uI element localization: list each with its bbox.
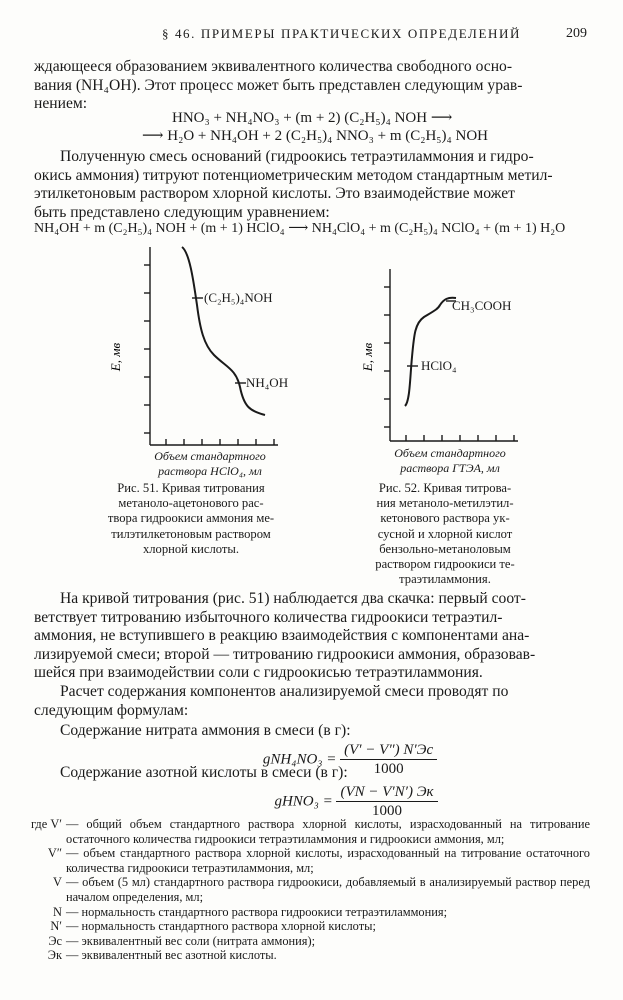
formula-nitric-acid — [206, 784, 506, 820]
text-line: ждающееся образованием эквивалентного количества свободного осно- — [34, 58, 513, 75]
label-nitric-acid-content: Содержание азотной кислоты в смеси (в г): — [60, 764, 348, 781]
figure-52-x-label-line: Объем стандартного — [394, 446, 506, 460]
legend-text: — нормальность стандартного раствора хлорной кислоты; — [66, 919, 376, 934]
caption-line: раствором гидроокиси те- — [375, 557, 515, 572]
legend-symbol: N′ — [50, 919, 62, 934]
legend-text: — нормальность стандартного раствора гидроокиси тетраэтиламмония; — [66, 904, 448, 919]
caption-line: сусной и хлорной кислот — [377, 526, 513, 541]
legend-symbol: где V′ — [30, 817, 62, 831]
page-number: 209 — [566, 26, 587, 41]
formula-nitrate-numerator: (V′ − V″) N′Эс — [340, 742, 437, 760]
legend-text: — объем стандартного раствора хлорной кислоты, израсходованный на титрование остаточного количества гидроокиси тетраэтиламмония, мл; — [66, 846, 590, 875]
caption-line: Рис. 52. Кривая титрова- — [378, 481, 512, 495]
figure-51-caption — [78, 481, 304, 557]
text-line: вания (NH₄OH). Этот процесс может быть представлен следующим урав- — [34, 76, 523, 94]
legend-row — [4, 919, 590, 934]
legend-text: — объем (5 мл) стандартного раствора гидроокиси, добавляемый в анализируемый раствор перед началом определения, мл; — [66, 875, 590, 904]
equation-2: NH₄OH + m (C₂H₅)₄ NOH + (m + 1) HClO₄ ⟶ NH₄ClO₄ + m (C₂H₅)₄ NClO₄ + (m + 1) H₂O — [34, 221, 566, 236]
legend-text: — эквивалентный вес азотной кислоты. — [66, 948, 277, 963]
label-nitrate-content: Содержание нитрата аммония в смеси (в г): — [60, 722, 351, 739]
text-line: нением: — [34, 95, 88, 113]
running-head-title: § 46. ПРИМЕРЫ ПРАКТИЧЕСКИХ ОПРЕДЕЛЕНИЙ — [162, 26, 521, 41]
paragraph-curve-discussion — [34, 590, 590, 683]
text-line: Расчет содержания компонентов анализируемой смеси проводят по — [60, 683, 509, 700]
text-line: Полученную смесь оснований (гидроокись тетраэтиламмония и гидро- — [60, 148, 534, 165]
legend-row — [4, 948, 590, 963]
legend-symbol: N — [53, 904, 62, 919]
formula-nitrate-denominator: 1000 — [373, 761, 404, 777]
text-line: На кривой титрования (рис. 51) наблюдается два скачка: первый соот- — [60, 590, 526, 607]
figure-51-y-ticks — [144, 265, 150, 433]
equation-1-line-1: HNO₃ + NH₄NO₃ + (m + 2) (C₂H₅)₄ NOH ⟶ — [172, 110, 453, 126]
figure-52-x-ticks — [406, 435, 514, 441]
figure-52-label-upper: CH₃COOH — [452, 298, 512, 313]
caption-line: хлорной кислоты. — [142, 541, 240, 556]
formula-nitric-acid-denominator: 1000 — [372, 803, 402, 819]
symbol-legend — [4, 817, 590, 963]
caption-line: бензольно-метаноловым — [379, 541, 511, 556]
formula-nitric-acid-fraction — [336, 784, 437, 820]
figure-51-x-label-line: раствора HClO₄, мл — [158, 464, 262, 478]
formula-nitric-acid-lhs: gHNO₃ = — [274, 793, 333, 810]
formula-nitrate-lhs: gNH₄NO₃ = — [262, 751, 337, 768]
figure-51-y-label: E, мв — [108, 342, 123, 372]
legend-symbol: Эс — [48, 933, 62, 948]
figure-51-label-lower: NH₄OH — [246, 375, 289, 390]
legend-row — [4, 875, 590, 904]
caption-line: твора гидроокиси аммония ме- — [107, 511, 275, 526]
caption-line: кетонового раствора ук- — [380, 511, 510, 526]
paragraph-intro — [34, 58, 590, 114]
running-head — [0, 26, 623, 46]
text-line: следующим формулам: — [34, 701, 189, 719]
legend-row — [4, 905, 590, 920]
legend-symbol: V — [53, 875, 62, 890]
figure-52-y-ticks — [384, 287, 390, 427]
legend-row — [4, 817, 590, 846]
figure-52-x-label — [380, 446, 520, 476]
legend-text: — общий объем стандартного раствора хлорной кислоты, израсходованный на титрование остаточного количества гидроокиси тетраэтиламмония и гидроокиси аммония, мл; — [66, 817, 590, 846]
figure-52-y-label: E, мв — [360, 342, 375, 372]
caption-line: траэтиламмония. — [399, 572, 491, 587]
text-line: лизируемой смеси; второй — титрованию гидроокиси аммония, образовав- — [34, 645, 536, 663]
text-line: этилкетоновым раствором хлорной кислоты. Это взаимодействие может — [34, 185, 515, 203]
figure-52-titration-curve — [405, 298, 456, 406]
caption-line: тилэтилкетоновым раствором — [111, 526, 271, 541]
legend-symbol: Эк — [47, 948, 62, 963]
figure-52-caption — [352, 481, 538, 587]
figure-51-x-label-line: Объем стандартного — [154, 449, 266, 463]
equation-1-line-2: ⟶ H₂O + NH₄OH + 2 (C₂H₅)₄ NNO₃ + m (C₂H₅)₄ NOH — [142, 128, 489, 144]
formula-nitric-acid-numerator: (VN − V′N′) Эк — [336, 784, 437, 802]
legend-row — [4, 846, 590, 875]
paragraph-calculation — [34, 683, 590, 720]
legend-symbol: V″ — [47, 846, 62, 861]
text-line: быть представлено следующим уравнением: — [34, 203, 330, 221]
legend-text: — эквивалентный вес соли (нитрата аммония); — [66, 933, 316, 948]
figure-52-label-lower: HClO₄ — [421, 358, 457, 373]
paragraph-titration — [34, 148, 590, 222]
text-line: аммония, не вступившего в реакцию взаимодействия с компонентами ана- — [34, 627, 530, 645]
text-line: шейся при взаимодействии соли с гидроокисью тетраэтиламмония. — [34, 664, 483, 682]
legend-row — [4, 934, 590, 949]
caption-line: метаноло-ацетонового рас- — [118, 496, 264, 511]
text-line: окись аммония) титруют потенциометрическим методом стандартным метил- — [34, 166, 553, 184]
figure-51-x-ticks — [166, 439, 274, 445]
figure-52-x-label-line: раствора ГТЭА, мл — [400, 461, 500, 475]
caption-line: Рис. 51. Кривая титрования — [117, 481, 265, 495]
text-line: ветствует титрованию избыточного количества гидроокиси тетраэтил- — [34, 608, 503, 626]
figure-51-x-label — [130, 449, 290, 479]
figure-51-plot — [100, 245, 300, 460]
caption-line: ния метаноло-метилэтил- — [376, 496, 514, 511]
figure-51-label-upper: (C₂H₅)₄NOH — [204, 290, 273, 305]
